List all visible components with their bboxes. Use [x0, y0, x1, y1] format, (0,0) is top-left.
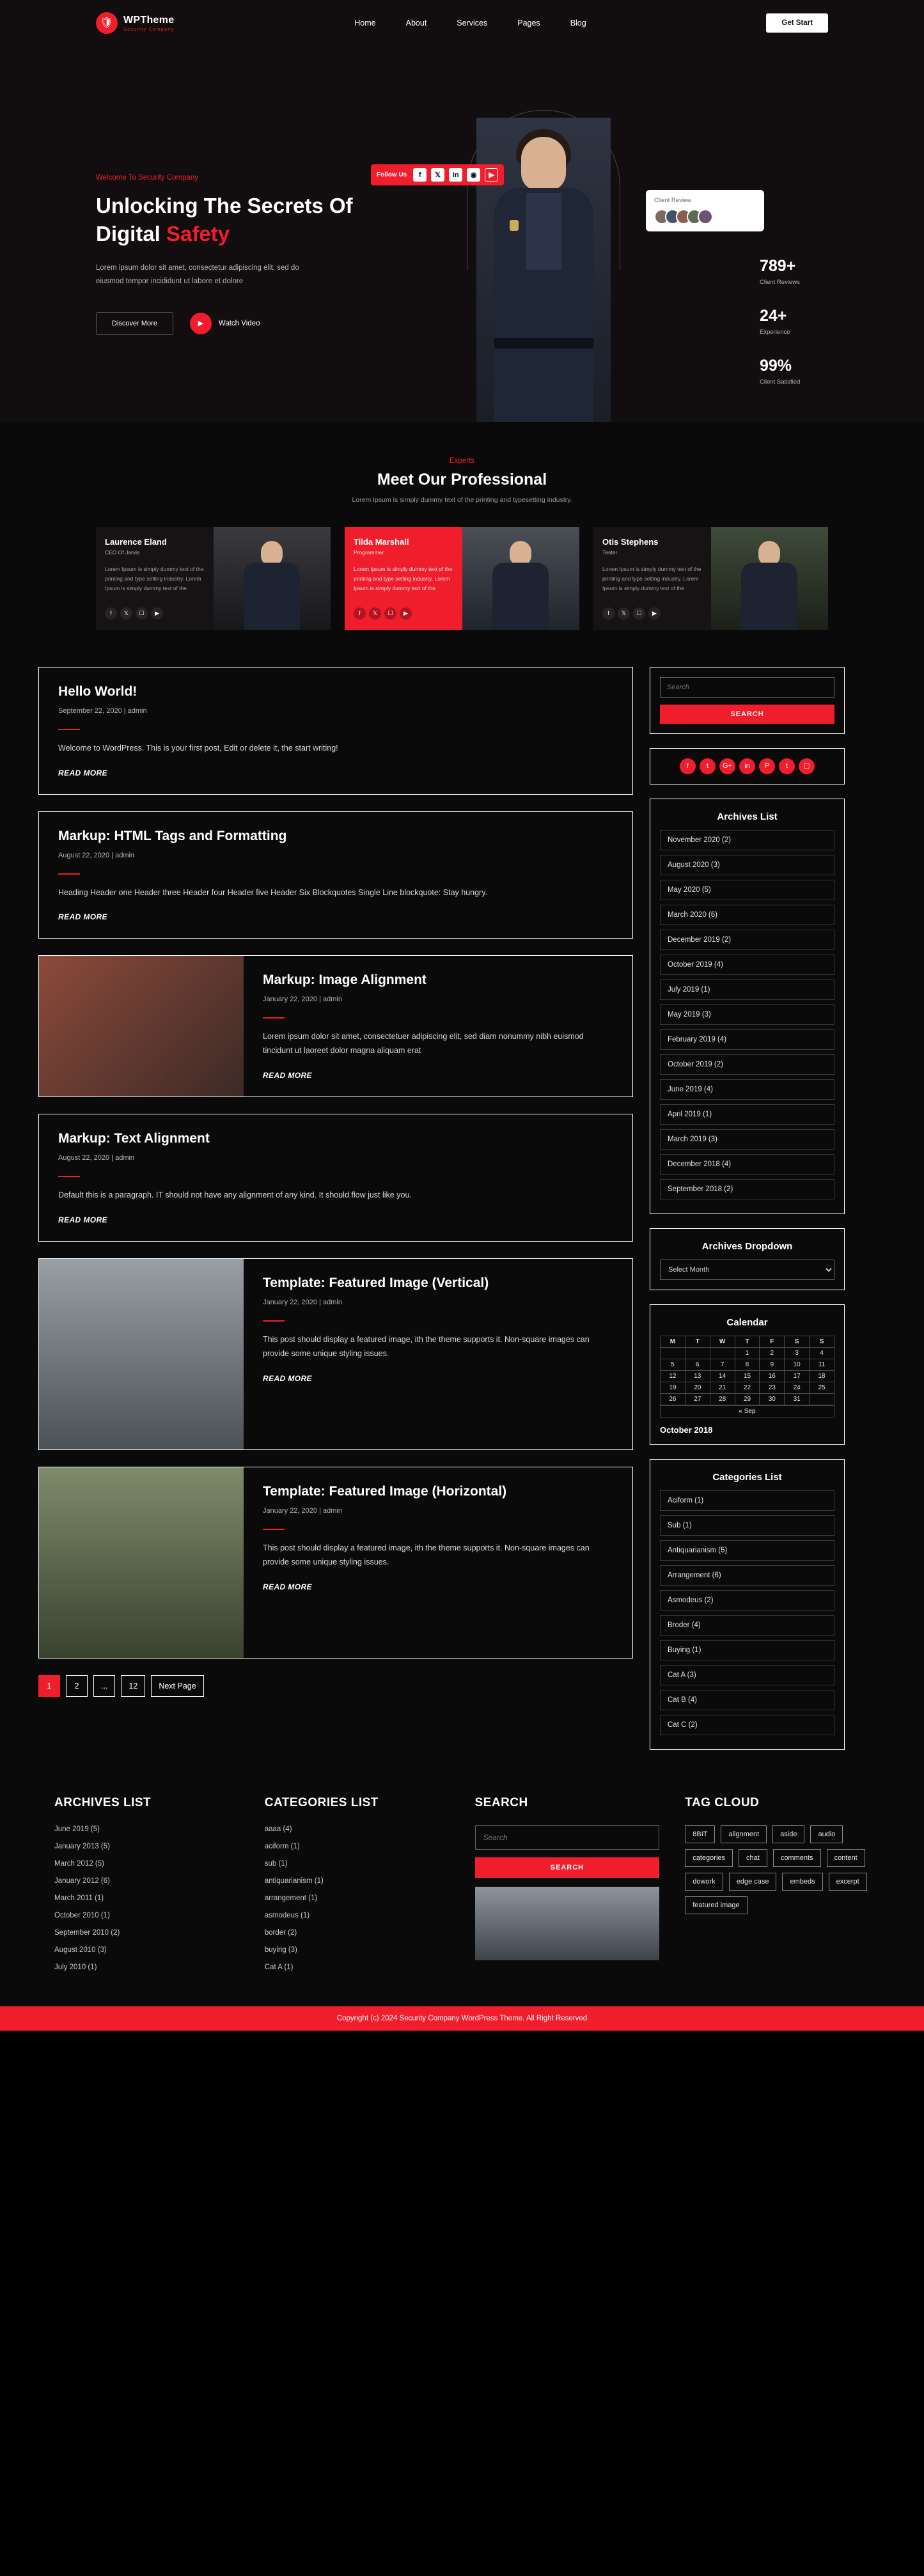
calendar-cell[interactable]: 12 — [661, 1370, 685, 1382]
page-button-12[interactable]: 12 — [121, 1675, 145, 1697]
calendar-cell[interactable]: 1 — [735, 1347, 760, 1359]
list-item[interactable]: October 2019 (4) — [660, 955, 834, 975]
youtube-icon[interactable]: ▶ — [151, 607, 163, 620]
hero-title — [96, 192, 371, 247]
hero-title-line1: Unlocking The Secrets Of — [96, 194, 353, 217]
stat-client-reviews — [760, 257, 800, 286]
calendar-cell[interactable]: 16 — [760, 1370, 785, 1382]
post-meta: January 22, 2020 | admin — [263, 1299, 342, 1306]
list-item[interactable]: July 2010 (1) — [54, 1963, 97, 1971]
post-meta: August 22, 2020 | admin — [58, 851, 135, 859]
list-item[interactable]: Arrangement (6) — [660, 1565, 834, 1586]
dribbble-icon[interactable]: ◉ — [467, 168, 480, 182]
social-widget — [650, 748, 845, 785]
tag-item[interactable]: featured image — [685, 1896, 747, 1914]
footer-archives-title: ARCHIVES LIST — [54, 1795, 152, 1809]
get-start-button[interactable]: Get Start — [766, 13, 828, 33]
list-item[interactable]: buying (3) — [264, 1946, 297, 1954]
footer-categories — [265, 1796, 450, 1981]
list-item[interactable]: August 2010 (3) — [54, 1946, 107, 1954]
logo-title: WPTheme — [123, 14, 175, 26]
main-nav — [354, 19, 586, 27]
calendar-cell — [661, 1347, 685, 1359]
calendar-cell[interactable]: 30 — [760, 1393, 785, 1405]
calendar-cell[interactable]: 13 — [685, 1370, 710, 1382]
list-item[interactable]: September 2010 (2) — [54, 1928, 120, 1937]
page-ellipsis: ... — [93, 1675, 115, 1697]
read-more-link[interactable]: READ MORE — [263, 1071, 312, 1081]
calendar-cell[interactable]: 11 — [810, 1359, 834, 1370]
list-item[interactable]: August 2020 (3) — [660, 855, 834, 875]
twitter-x-icon[interactable]: 𝕏 — [431, 168, 444, 182]
tag-item[interactable]: embeds — [782, 1873, 822, 1891]
calendar-cell — [685, 1347, 710, 1359]
client-avatars — [654, 209, 756, 224]
stat-label: Client Reviews — [760, 279, 800, 286]
next-page-button[interactable]: Next Page — [151, 1675, 203, 1697]
post-excerpt: This post should display a featured image, ith the theme supports it. Non-square images can provide some unique styling issues. — [263, 1335, 590, 1358]
hero-section — [0, 46, 924, 422]
divider — [263, 1320, 285, 1322]
watch-video-button[interactable] — [190, 313, 260, 334]
post-excerpt: Welcome to WordPress. This is your first post, Edit or delete it, the start writing! — [58, 743, 338, 753]
post-card[interactable] — [38, 811, 633, 939]
divider — [58, 729, 80, 730]
calendar-cell[interactable]: 15 — [735, 1370, 760, 1382]
facebook-icon[interactable]: f — [680, 758, 696, 774]
list-item[interactable]: June 2019 (5) — [54, 1825, 100, 1833]
tag-item[interactable]: audio — [810, 1825, 843, 1843]
facebook-icon[interactable]: f — [413, 168, 427, 182]
list-item[interactable]: Cat C (2) — [660, 1715, 834, 1735]
list-item[interactable]: July 2019 (1) — [660, 980, 834, 1000]
google-plus-icon[interactable]: G+ — [719, 758, 735, 774]
list-item[interactable]: Aciform (1) — [660, 1490, 834, 1511]
member-photo — [214, 527, 331, 630]
footer-search-title: SEARCH — [474, 1795, 528, 1809]
archives-title: Archives List — [717, 811, 778, 822]
copyright-bar: Copyright (c) 2024 Security Company WordPress Theme. All Right Reserved — [0, 2006, 924, 2031]
search-widget — [650, 667, 845, 734]
stat-number: 99% — [760, 357, 792, 375]
twitter-x-icon[interactable]: 𝕏 — [120, 607, 132, 620]
member-desc: Lorem Ipsum is simply dummy text of the printing and type setting industry. Lorem Ipsum is simply dummy text of the — [105, 566, 204, 591]
calendar-cell — [810, 1393, 834, 1405]
read-more-link[interactable]: READ MORE — [58, 768, 107, 777]
divider — [58, 873, 80, 875]
list-item[interactable]: asmodeus (1) — [264, 1911, 310, 1919]
list-item[interactable]: May 2020 (5) — [660, 880, 834, 900]
page-button-1[interactable]: 1 — [38, 1675, 60, 1697]
twitter-x-icon[interactable]: 𝕏 — [369, 607, 381, 620]
stat-number: 24+ — [760, 307, 787, 325]
youtube-icon[interactable]: ▶ — [648, 607, 661, 620]
list-item[interactable]: Cat B (4) — [660, 1690, 834, 1710]
content-area — [0, 667, 924, 1764]
list-item[interactable]: Antiquarianism (5) — [660, 1540, 834, 1561]
weekday: S — [785, 1336, 810, 1347]
tag-item[interactable]: chat — [739, 1849, 767, 1867]
pinterest-icon[interactable]: P — [759, 758, 775, 774]
calendar-cell[interactable]: 10 — [785, 1359, 810, 1370]
site-header — [0, 0, 924, 46]
list-item[interactable]: June 2019 (4) — [660, 1079, 834, 1100]
list-item[interactable]: Sub (1) — [660, 1515, 834, 1536]
sidebar — [650, 667, 845, 1764]
client-review-title: Client Review — [654, 197, 692, 204]
instagram-icon[interactable]: ☐ — [633, 607, 645, 620]
stat-label: Client Satisfied — [760, 379, 801, 386]
instagram-icon[interactable]: ☐ — [136, 607, 148, 620]
footer-archives — [54, 1796, 239, 1981]
calendar-cell[interactable]: 6 — [685, 1359, 710, 1370]
avatar — [698, 209, 713, 224]
hero-eyebrow: Welcome To Security Company — [96, 174, 199, 182]
weekday: T — [685, 1336, 710, 1347]
nav-item-home[interactable]: Home — [354, 19, 376, 27]
tag-item[interactable]: edge case — [729, 1873, 777, 1891]
calendar-cell[interactable]: 8 — [735, 1359, 760, 1370]
search-button[interactable]: SEARCH — [660, 705, 834, 724]
site-footer — [0, 1764, 924, 2006]
linkedin-icon[interactable]: in — [449, 168, 462, 182]
youtube-icon[interactable]: ▶ — [485, 168, 498, 182]
client-review-card — [646, 190, 764, 231]
post-title: Markup: HTML Tags and Formatting — [58, 828, 287, 843]
calendar-cell[interactable]: 14 — [710, 1370, 735, 1382]
calendar-cell[interactable]: 25 — [810, 1382, 834, 1393]
stat-client-satisfied — [760, 357, 800, 386]
stat-label: Experience — [760, 329, 790, 336]
member-name: Laurence Eland — [105, 537, 167, 547]
post-meta: August 22, 2020 | admin — [58, 1154, 135, 1162]
member-role: Programmer — [354, 549, 384, 556]
calendar-cell[interactable]: 24 — [785, 1382, 810, 1393]
twitter-x-icon[interactable]: 𝕏 — [618, 607, 630, 620]
list-item[interactable]: February 2019 (4) — [660, 1029, 834, 1050]
post-thumbnail — [39, 956, 244, 1097]
blog-posts-column — [38, 667, 633, 1764]
weekday: F — [760, 1336, 785, 1347]
post-excerpt: Heading Header one Header three Header four Header five Header Six Blockquotes Single Line blockquote: Stay hungry. — [58, 887, 488, 897]
linkedin-icon[interactable]: in — [739, 758, 755, 774]
calendar-cell[interactable]: 31 — [785, 1393, 810, 1405]
instagram-icon[interactable]: ☐ — [384, 607, 396, 620]
hero-officer-photo — [476, 118, 611, 422]
team-section — [0, 422, 924, 662]
tag-item[interactable]: alignment — [721, 1825, 767, 1843]
tag-item[interactable]: content — [827, 1849, 865, 1867]
facebook-icon[interactable]: f — [602, 607, 615, 620]
calendar-table — [660, 1336, 834, 1405]
footer-image — [475, 1887, 660, 1960]
list-item[interactable]: March 2011 (1) — [54, 1894, 104, 1902]
list-item[interactable]: antiquarianism (1) — [264, 1877, 324, 1885]
list-item[interactable]: Cat A (1) — [264, 1963, 294, 1971]
logo[interactable] — [96, 12, 175, 34]
list-item[interactable]: border (2) — [264, 1928, 297, 1937]
post-thumbnail — [39, 1259, 244, 1449]
list-item[interactable]: Broder (4) — [660, 1615, 834, 1635]
hero-title-line2: Digital — [96, 221, 161, 246]
post-thumbnail — [39, 1467, 244, 1658]
calendar-cell[interactable]: 9 — [760, 1359, 785, 1370]
search-input[interactable] — [660, 677, 834, 698]
post-card[interactable] — [38, 955, 633, 1097]
instagram-icon[interactable]: ☐ — [799, 758, 815, 774]
post-meta: September 22, 2020 | admin — [58, 706, 147, 715]
post-meta: January 22, 2020 | admin — [263, 1507, 342, 1515]
list-item[interactable]: October 2010 (1) — [54, 1911, 110, 1919]
list-item[interactable]: Buying (1) — [660, 1640, 834, 1660]
member-name: Tilda Marshall — [354, 537, 409, 547]
calendar-cell[interactable]: 20 — [685, 1382, 710, 1393]
weekday: T — [735, 1336, 760, 1347]
calendar-cell[interactable]: 2 — [760, 1347, 785, 1359]
post-title: Template: Featured Image (Vertical) — [263, 1276, 489, 1290]
calendar-prev-link[interactable]: « Sep — [660, 1405, 834, 1417]
twitter-icon[interactable]: t — [700, 758, 716, 774]
watch-video-label: Watch Video — [218, 319, 260, 327]
archives-widget — [650, 799, 845, 1214]
play-icon: ▶ — [190, 313, 212, 334]
divider — [263, 1017, 285, 1019]
shield-icon: 🛡 — [96, 12, 118, 34]
tumblr-icon[interactable]: t — [779, 758, 795, 774]
stat-number: 789+ — [760, 257, 796, 275]
calendar-cell[interactable]: 17 — [785, 1370, 810, 1382]
footer-tagcloud — [685, 1796, 870, 1981]
calendar-cell[interactable]: 7 — [710, 1359, 735, 1370]
read-more-link[interactable]: READ MORE — [263, 1582, 312, 1591]
tag-item[interactable]: excerpt — [829, 1873, 867, 1891]
read-more-link[interactable]: READ MORE — [58, 1215, 107, 1224]
list-item[interactable]: March 2019 (3) — [660, 1129, 834, 1150]
weekday: M — [661, 1336, 685, 1347]
tag-item[interactable]: dowork — [685, 1873, 723, 1891]
team-member-card[interactable] — [96, 527, 331, 630]
hero-stats — [760, 257, 800, 407]
calendar-month-label: October 2018 — [660, 1425, 713, 1435]
post-card[interactable] — [38, 1258, 633, 1450]
team-member-card[interactable] — [593, 527, 828, 630]
team-subtitle: Lorem Ipsum is simply dummy text of the printing and typesetting industry. — [352, 496, 572, 504]
categories-title: Categories List — [712, 1471, 782, 1483]
footer-search — [475, 1796, 660, 1981]
list-item[interactable]: April 2019 (1) — [660, 1104, 834, 1125]
list-item[interactable]: October 2019 (2) — [660, 1054, 834, 1075]
list-item[interactable]: May 2019 (3) — [660, 1004, 834, 1025]
nav-item-pages[interactable]: Pages — [517, 19, 540, 27]
hero-title-accent: Safety — [166, 221, 230, 246]
member-role: CEO Of Jarvis — [105, 549, 140, 556]
post-card[interactable] — [38, 667, 633, 795]
nav-item-blog[interactable]: Blog — [570, 19, 586, 27]
calendar-cell[interactable]: 18 — [810, 1370, 834, 1382]
youtube-icon[interactable]: ▶ — [400, 607, 412, 620]
tag-item[interactable]: categories — [685, 1849, 733, 1867]
archives-dropdown-widget — [650, 1228, 845, 1290]
member-photo — [711, 527, 829, 630]
divider — [58, 1176, 80, 1177]
calendar-cell[interactable]: 23 — [760, 1382, 785, 1393]
hero-social-bar — [371, 164, 504, 185]
tag-item[interactable]: aside — [772, 1825, 804, 1843]
list-item[interactable]: January 2012 (6) — [54, 1877, 110, 1885]
weekday: W — [710, 1336, 735, 1347]
calendar-cell[interactable]: 21 — [710, 1382, 735, 1393]
calendar-cell[interactable]: 3 — [785, 1347, 810, 1359]
facebook-icon[interactable]: f — [354, 607, 366, 620]
nav-item-about[interactable]: About — [405, 19, 427, 27]
follow-us-label: Follow Us — [377, 171, 407, 178]
tag-item[interactable]: 8BIT — [685, 1825, 715, 1843]
post-excerpt: Default this is a paragraph. IT should not have any alignment of any kind. It should flow just like you. — [58, 1190, 412, 1200]
list-item[interactable]: December 2018 (4) — [660, 1154, 834, 1175]
facebook-icon[interactable]: f — [105, 607, 117, 620]
categories-widget — [650, 1459, 845, 1750]
post-title: Markup: Text Alignment — [58, 1131, 210, 1146]
post-excerpt: Lorem ipsum dolor sit amet, consectetuer adipiscing elit, sed diam nonummy nibh euismod tincidunt ut laoreet dolor magna aliquam erat — [263, 1032, 584, 1056]
member-photo — [462, 527, 580, 630]
tag-item[interactable]: comments — [773, 1849, 821, 1867]
list-item[interactable]: March 2020 (6) — [660, 905, 834, 925]
team-title: Meet Our Professional — [377, 471, 547, 488]
weekday: S — [810, 1336, 834, 1347]
list-item[interactable]: September 2018 (2) — [660, 1179, 834, 1199]
post-title: Hello World! — [58, 683, 137, 699]
hero-subtitle: Lorem ipsum dolor sit amet, consectetur adipiscing elit, sed do eiusmod tempor incididunt ut labore et dolore — [96, 264, 299, 286]
read-more-link[interactable]: READ MORE — [263, 1373, 312, 1383]
calendar-title: Calendar — [726, 1316, 768, 1328]
member-name: Otis Stephens — [602, 537, 659, 547]
calendar-cell[interactable]: 22 — [735, 1382, 760, 1393]
calendar-cell[interactable]: 27 — [685, 1393, 710, 1405]
list-item[interactable]: November 2020 (2) — [660, 830, 834, 850]
calendar-cell[interactable]: 29 — [735, 1393, 760, 1405]
list-item[interactable]: Cat A (3) — [660, 1665, 834, 1685]
team-member-card[interactable] — [345, 527, 579, 630]
member-desc: Lorem Ipsum is simply dummy text of the printing and type setting industry. Lorem Ipsum is simply dummy text of the — [602, 566, 701, 591]
list-item[interactable]: arrangement (1) — [264, 1894, 318, 1902]
calendar-cell[interactable]: 19 — [661, 1382, 685, 1393]
list-item[interactable]: sub (1) — [264, 1859, 288, 1868]
post-title: Template: Featured Image (Horizontal) — [263, 1484, 507, 1499]
footer-search-input[interactable] — [475, 1825, 660, 1850]
member-role: Tester — [602, 549, 618, 556]
divider — [263, 1529, 285, 1530]
footer-tagcloud-title: TAG CLOUD — [685, 1795, 760, 1809]
calendar-cell[interactable]: 5 — [661, 1359, 685, 1370]
list-item[interactable]: aaaa (4) — [264, 1825, 292, 1833]
list-item[interactable]: March 2012 (5) — [54, 1859, 104, 1868]
footer-categories-title: CATEGORIES LIST — [264, 1795, 379, 1809]
team-eyebrow: Experts — [450, 457, 474, 465]
list-item[interactable]: aciform (1) — [264, 1842, 300, 1850]
stat-experience — [760, 307, 800, 336]
calendar-cell[interactable]: 28 — [710, 1393, 735, 1405]
list-item[interactable]: Asmodeus (2) — [660, 1590, 834, 1611]
post-card[interactable] — [38, 1114, 633, 1242]
list-item[interactable]: January 2013 (5) — [54, 1842, 110, 1850]
archives-dropdown-title: Archives Dropdown — [701, 1240, 793, 1252]
page-button-2[interactable]: 2 — [66, 1675, 88, 1697]
post-excerpt: This post should display a featured image, ith the theme supports it. Non-square images can provide some unique styling issues. — [263, 1543, 590, 1566]
member-desc: Lorem Ipsum is simply dummy text of the printing and type setting industry. Lorem Ipsum is simply dummy text of the — [354, 566, 453, 591]
calendar-cell — [710, 1347, 735, 1359]
calendar-cell[interactable]: 4 — [810, 1347, 834, 1359]
post-meta: January 22, 2020 | admin — [263, 995, 342, 1004]
nav-item-services[interactable]: Services — [457, 19, 488, 27]
read-more-link[interactable]: READ MORE — [58, 912, 107, 922]
calendar-cell[interactable]: 26 — [661, 1393, 685, 1405]
calendar-widget — [650, 1304, 845, 1445]
post-card[interactable] — [38, 1467, 633, 1659]
logo-subtitle: Security Company — [123, 27, 175, 32]
discover-more-button[interactable]: Discover More — [96, 312, 173, 335]
pagination — [38, 1675, 633, 1697]
footer-search-button[interactable]: SEARCH — [475, 1857, 660, 1878]
archives-month-select[interactable] — [660, 1260, 834, 1280]
post-title: Markup: Image Alignment — [263, 972, 427, 988]
list-item[interactable]: December 2019 (2) — [660, 930, 834, 950]
